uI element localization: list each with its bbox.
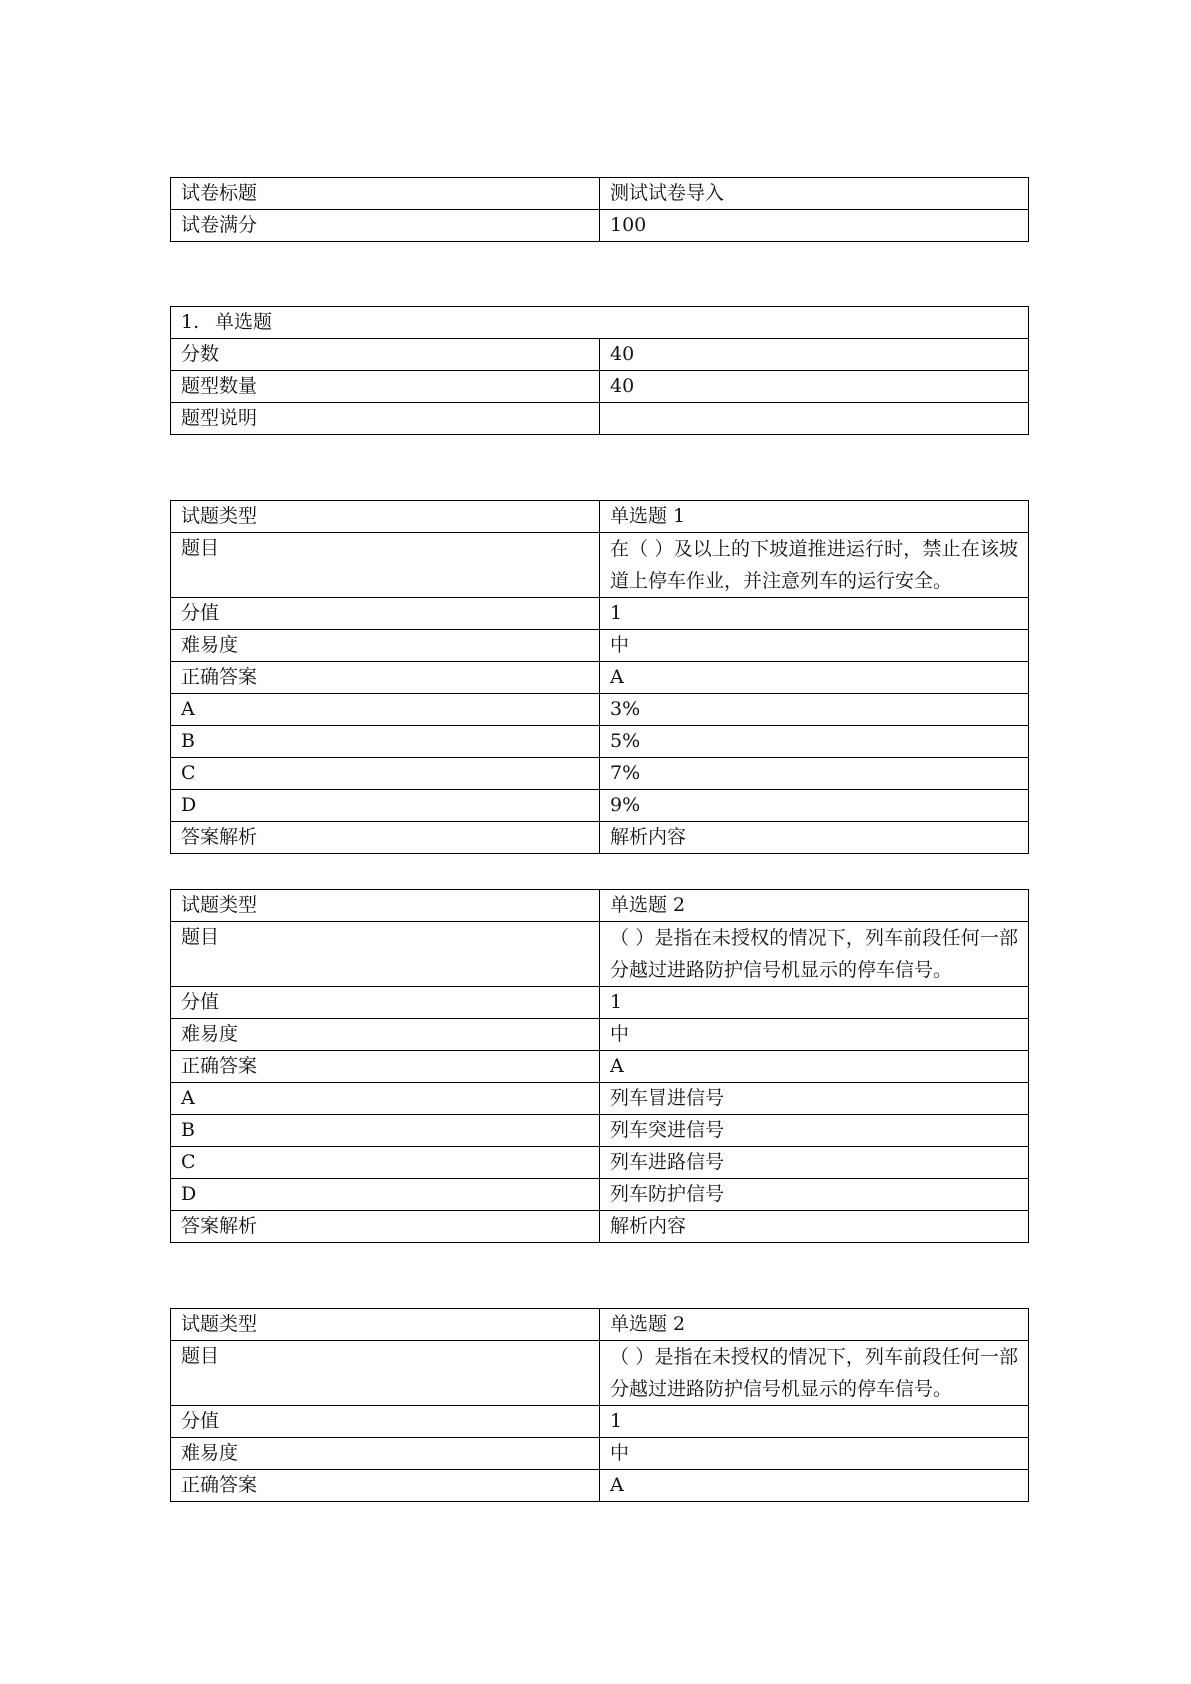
table-row [171,630,1029,662]
table-row [171,1341,1029,1406]
question-answer-value: A [600,1051,1029,1083]
option-key: D [171,790,600,822]
section-number: 1. [181,311,200,333]
table-row [171,1211,1029,1243]
table-row [171,1019,1029,1051]
question-stem-value: 在（ ）及以上的下坡道推进运行时，禁止在该坡道上停车作业，并注意列车的运行安全。 [600,533,1029,598]
option-key: A [171,694,600,726]
question-type-label: 试题类型 [171,501,600,533]
section-desc-label: 题型说明 [171,403,600,435]
question-analysis-value: 解析内容 [600,822,1029,854]
table-row [171,1115,1029,1147]
question-answer-label: 正确答案 [171,662,600,694]
table-row [171,1051,1029,1083]
table-row [171,662,1029,694]
option-text: 3% [600,694,1029,726]
option-key: B [171,726,600,758]
option-key: C [171,1147,600,1179]
table-row [171,1438,1029,1470]
option-text: 列车冒进信号 [600,1083,1029,1115]
question-stem-label: 题目 [171,922,600,987]
table-row [171,790,1029,822]
section-score-label: 分数 [171,339,600,371]
question-stem-label: 题目 [171,533,600,598]
section-score-value: 40 [600,339,1029,371]
paper-title-value: 测试试卷导入 [600,178,1029,210]
question-type-value: 单选题 2 [600,890,1029,922]
question-answer-label: 正确答案 [171,1051,600,1083]
question-difficulty-label: 难易度 [171,1438,600,1470]
question-difficulty-label: 难易度 [171,630,600,662]
table-row [171,922,1029,987]
table-row [171,987,1029,1019]
table-row [171,694,1029,726]
question-difficulty-value: 中 [600,630,1029,662]
table-row [171,1470,1029,1502]
question-type-label: 试题类型 [171,1309,600,1341]
option-key: B [171,1115,600,1147]
paper-score-value: 100 [600,210,1029,242]
question-table-3 [170,1308,1029,1502]
table-row [171,210,1029,242]
table-row [171,178,1029,210]
table-row [171,339,1029,371]
paper-info-table [170,177,1029,242]
paper-title-label: 试卷标题 [171,178,600,210]
question-stem-value: （ ）是指在未授权的情况下，列车前段任何一部分越过进路防护信号机显示的停车信号。 [600,1341,1029,1406]
question-analysis-label: 答案解析 [171,1211,600,1243]
question-analysis-label: 答案解析 [171,822,600,854]
question-difficulty-value: 中 [600,1438,1029,1470]
table-row [171,822,1029,854]
question-answer-label: 正确答案 [171,1470,600,1502]
question-type-value: 单选题 1 [600,501,1029,533]
option-text: 7% [600,758,1029,790]
section-count-value: 40 [600,371,1029,403]
table-row [171,1083,1029,1115]
option-text: 9% [600,790,1029,822]
question-points-label: 分值 [171,987,600,1019]
section-heading [171,307,1029,339]
table-row [171,758,1029,790]
paper-score-label: 试卷满分 [171,210,600,242]
question-points-value: 1 [600,598,1029,630]
table-row [171,890,1029,922]
question-difficulty-label: 难易度 [171,1019,600,1051]
section-count-label: 题型数量 [171,371,600,403]
question-answer-value: A [600,1470,1029,1502]
section-name: 单选题 [215,311,273,333]
question-analysis-value: 解析内容 [600,1211,1029,1243]
question-stem-value: （ ）是指在未授权的情况下，列车前段任何一部分越过进路防护信号机显示的停车信号。 [600,922,1029,987]
option-text: 列车防护信号 [600,1179,1029,1211]
table-row [171,598,1029,630]
question-points-value: 1 [600,987,1029,1019]
table-row [171,403,1029,435]
option-text: 列车进路信号 [600,1147,1029,1179]
table-row [171,1406,1029,1438]
table-row [171,307,1029,339]
question-difficulty-value: 中 [600,1019,1029,1051]
question-table-2 [170,889,1029,1243]
question-type-value: 单选题 2 [600,1309,1029,1341]
question-type-label: 试题类型 [171,890,600,922]
table-row [171,1147,1029,1179]
table-row [171,1179,1029,1211]
option-key: C [171,758,600,790]
option-key: D [171,1179,600,1211]
question-points-label: 分值 [171,598,600,630]
table-row [171,726,1029,758]
option-key: A [171,1083,600,1115]
option-text: 列车突进信号 [600,1115,1029,1147]
question-answer-value: A [600,662,1029,694]
question-stem-label: 题目 [171,1341,600,1406]
section-table [170,306,1029,435]
question-points-label: 分值 [171,1406,600,1438]
section-desc-value [600,403,1029,435]
question-table-1 [170,500,1029,854]
option-text: 5% [600,726,1029,758]
table-row [171,371,1029,403]
table-row [171,1309,1029,1341]
question-points-value: 1 [600,1406,1029,1438]
table-row [171,533,1029,598]
table-row [171,501,1029,533]
